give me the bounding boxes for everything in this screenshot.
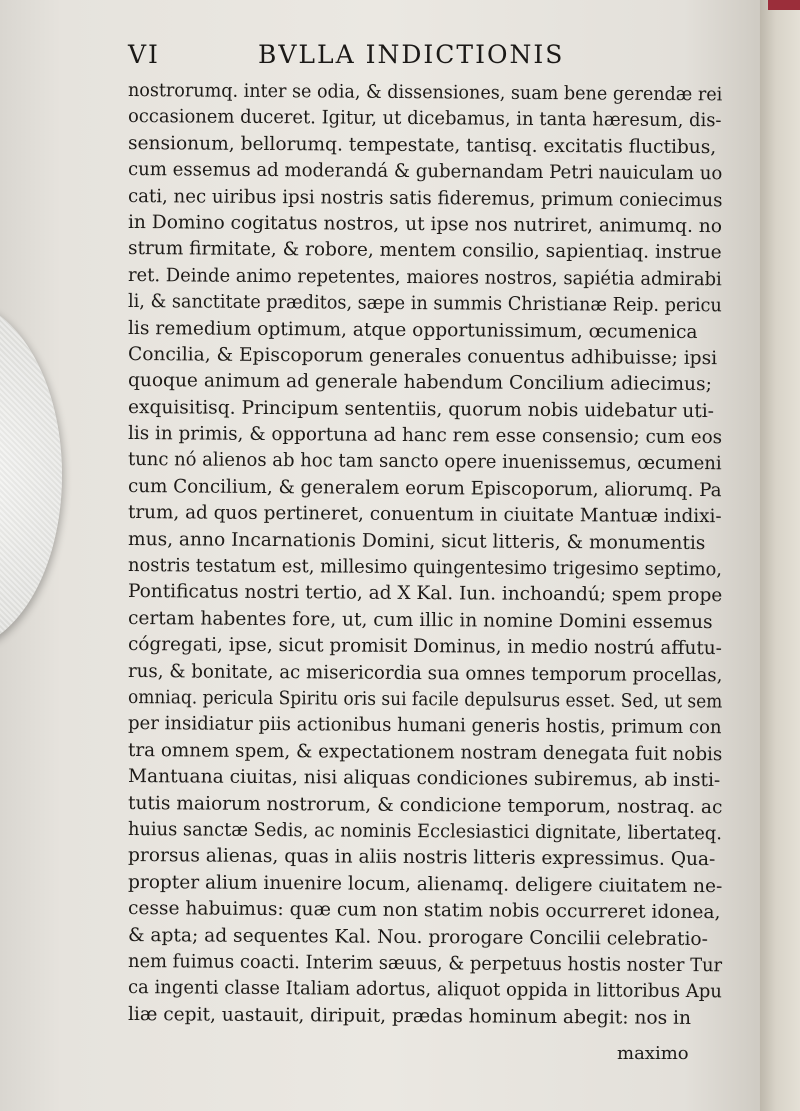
running-head: BVLLA INDICTIONIS: [258, 40, 565, 69]
text-line: tra omnem spem, & expectationem nostram denegata fuit nobis: [127, 739, 723, 765]
text-line: cum Concilium, & generalem eorum Episcoporum, aliorumq. Pa: [127, 475, 722, 502]
text-line: certam habentes fore, ut, cum illic in nomine Domini essemus: [127, 607, 713, 633]
text-line: cógregati, ipse, sicut promisit Dominus, in medio nostrú affutu-: [127, 634, 722, 660]
book-edge: [760, 0, 800, 1111]
text-line: lis remedium optimum, atque opportunissimum, œcumenica: [127, 317, 698, 343]
text-line: strum firmitate, & robore, mentem consilio, sapientiaq. instrue: [127, 238, 722, 264]
text-line: per insidiatur piis actionibus humani generis hostis, primum con: [127, 713, 722, 739]
folio-number: VI: [128, 40, 160, 69]
text-line: trum, ad quos pertineret, conuentum in ciuitate Mantuæ indixi-: [127, 502, 722, 528]
text-line: propter alium inuenire locum, alienamq. deligere ciuitatem ne-: [127, 871, 723, 897]
text-line: mus, anno Incarnationis Domini, sicut litteris, & monumentis: [127, 528, 706, 554]
text-line: quoque animum ad generale habendum Concilium adiecimus;: [127, 370, 712, 396]
text-line: sensionum, bellorumq. tempestate, tantisq. excitatis fluctibus,: [127, 132, 717, 158]
text-line: omniaq. pericula Spiritu oris sui facile depulsurus esset. Sed, ut sem: [127, 686, 723, 713]
text-line: tunc nó alienos ab hoc tam sancto opere inuenissemus, œcumeni: [127, 449, 722, 475]
text-line: cati, nec uiribus ipsi nostris satis fideremus, primum coniecimus: [127, 185, 723, 211]
text-line: Pontificatus nostri tertio, ad X Kal. Iun. inchoandú; spem prope: [127, 581, 723, 607]
text-line: li, & sanctitate præditos, sæpe in summis Christianæ Reip. pericu: [127, 291, 722, 317]
text-line: huius sanctæ Sedis, ac nominis Ecclesiastici dignitate, libertateq.: [127, 818, 722, 845]
text-line: in Domino cogitatus nostros, ut ipse nos nutriret, animumq. no: [127, 211, 723, 238]
catchword: maximo: [617, 1043, 689, 1064]
body-text: [128, 78, 722, 1028]
text-line: cesse habuimus: quæ cum non statim nobis occurreret idonea,: [127, 898, 721, 924]
book-cover-corner: [768, 0, 800, 10]
text-line: nostrorumq. inter se odia, & dissensiones, suam bene gerendæ rei: [127, 80, 723, 106]
text-line: liæ cepit, uastauit, diripuit, prædas hominum abegit: nos in: [127, 1003, 692, 1029]
text-line: ca ingenti classe Italiam adortus, aliquot oppida in littoribus Apu: [127, 977, 722, 1003]
text-line: occasionem duceret. Igitur, ut dicebamus, in tanta hæresum, dis-: [127, 106, 722, 132]
page-header: [128, 40, 608, 74]
text-line: Mantuana ciuitas, nisi aliquas condiciones subiremus, ab insti-: [127, 766, 721, 792]
text-line: prorsus alienas, quas in aliis nostris litteris expressimus. Qua-: [127, 845, 716, 871]
text-line: nem fuimus coacti. Interim sæuus, & perpetuus hostis noster Tur: [127, 950, 723, 977]
text-line: lis in primis, & opportuna ad hanc rem esse consensio; cum eos: [127, 423, 723, 449]
text-line: tutis maiorum nostrorum, & condicione temporum, nostraq. ac: [127, 792, 723, 818]
text-line: exquisitisq. Principum sententiis, quorum nobis uidebatur uti-: [127, 396, 715, 422]
text-line: ret. Deinde animo repetentes, maiores nostros, sapiétia admirabi: [127, 264, 722, 291]
text-line: & apta; ad sequentes Kal. Nou. prorogare Concilii celebratio-: [127, 924, 708, 950]
text-line: cum essemus ad moderandá & gubernandam Petri nauiculam uo: [127, 159, 723, 185]
text-line: Concilia, & Episcoporum generales conuentus adhibuisse; ipsi: [127, 343, 718, 370]
text-line: rus, & bonitate, ac misericordia sua omnes temporum procellas,: [127, 660, 723, 686]
text-line: nostris testatum est, millesimo quingentesimo trigesimo septimo,: [127, 555, 723, 581]
